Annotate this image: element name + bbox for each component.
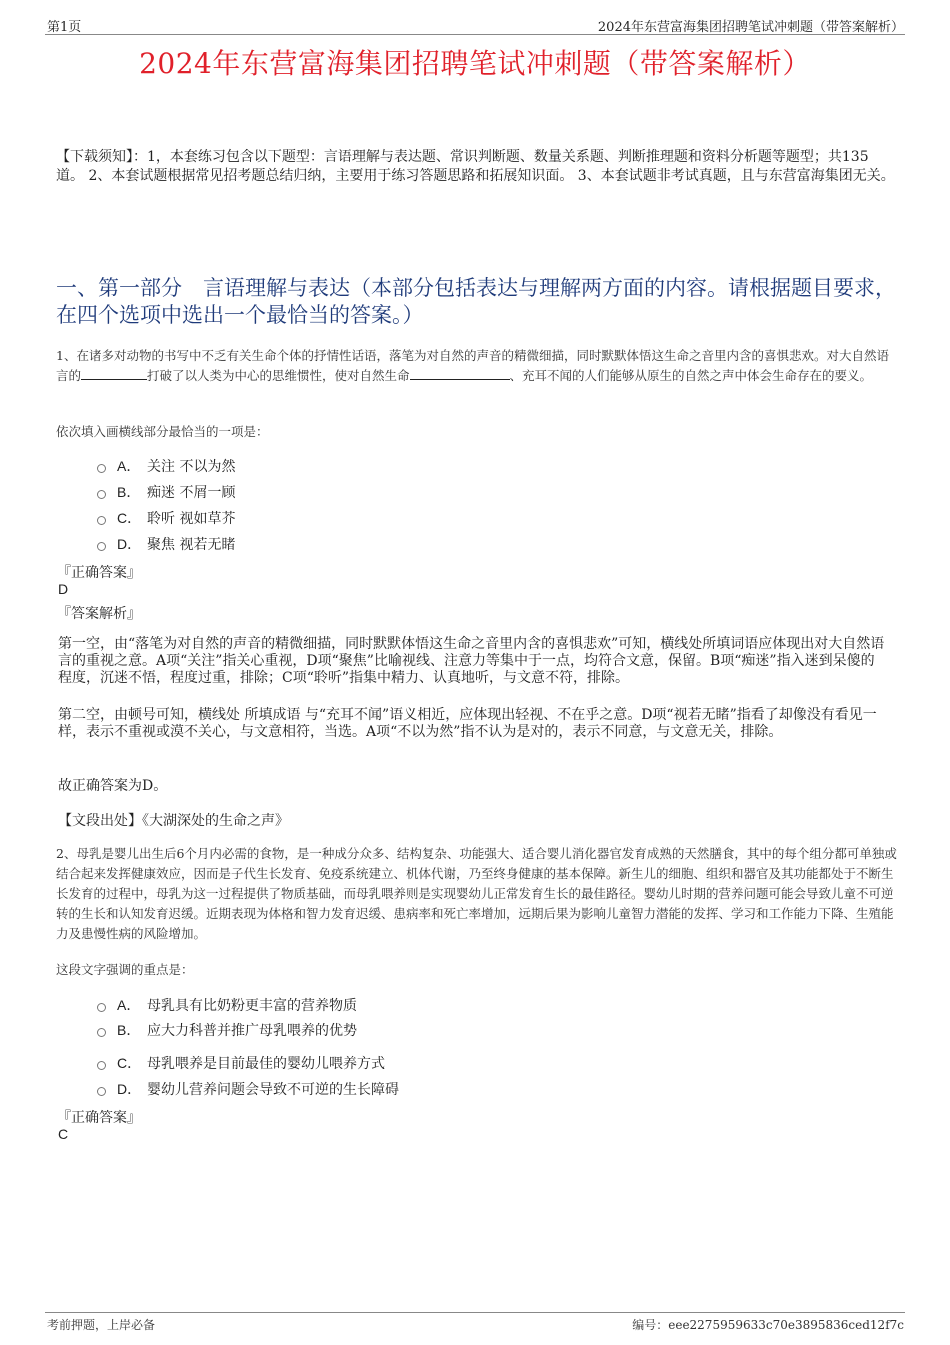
section-heading: 一、第一部分 言语理解与表达（本部分包括表达与理解两方面的内容。请根据题目要求，在四个选项中选出一个最恰当的答案。） [56,276,896,327]
question-1-text-part-b: 打破了以人类为中心的思维惯性，使对自然生命 [147,368,410,383]
radio-icon[interactable] [97,490,106,499]
blank-2 [410,367,510,380]
option-text: 应大力科普并推广母乳喂养的优势 [147,1023,357,1039]
question-1-text-part-c: 、充耳不闻的人们能够从原生的自然之声中体会生命存在的要义。 [509,368,873,383]
option-letter: B． [117,1022,141,1038]
radio-icon[interactable] [97,1061,106,1070]
question-1-option-d[interactable] [97,534,235,554]
option-text: 痴迷 不屑一顾 [147,485,236,501]
option-text: 婴幼儿营养问题会导致不可逆的生长障碍 [147,1082,399,1098]
footer-divider [45,1312,905,1313]
question-2-prompt: 这段文字强调的重点是： [56,962,194,977]
option-letter: D． [117,536,142,552]
option-letter: A． [117,458,141,474]
option-text: 关注 不以为然 [147,459,236,475]
radio-icon[interactable] [97,1087,106,1096]
radio-icon[interactable] [97,516,106,525]
question-1-answer-label: 『正确答案』 [57,565,141,581]
option-text: 母乳具有比奶粉更丰富的营养物质 [147,998,357,1014]
question-2-option-c[interactable] [97,1053,385,1073]
question-1-option-b[interactable] [97,482,235,502]
page-number: 第1页 [47,20,82,35]
question-1-option-c[interactable] [97,508,235,528]
question-2-option-b[interactable] [97,1020,357,1040]
question-2-answer-label: 『正确答案』 [57,1110,141,1126]
radio-icon[interactable] [97,1003,106,1012]
option-text: 聚焦 视若无睹 [147,537,236,553]
question-2-answer: C [58,1126,69,1142]
question-2-text: 2、母乳是婴儿出生后6个月内必需的食物，是一种成分众多、结构复杂、功能强大、适合婴儿消化器官发育成熟的天然膳食，其中的每个组分都可单独或结合起来发挥健康效应，因而是子代生长发育、免疫系统建立、机体代谢，乃至终身健康的基本保障。新生儿的细胞、组织和器官及其功能都处于不断生长发育的过程中，母乳为这一过程提供了物质基础，而母乳喂养则是实现婴幼儿正常发育生长的最佳路径。婴幼儿时期的营养问题可能会导致儿童不可逆转的生长和认知发育迟缓。近期表现为体格和智力发育迟缓、患病率和死亡率增加，远期后果为影响儿童智力潜能的发挥、学习和工作能力下降、生殖能力及患慢性病的风险增加。 [56,846,897,941]
radio-icon[interactable] [97,464,106,473]
question-1-answer: D [58,581,69,597]
header-divider [45,34,905,35]
radio-icon[interactable] [97,542,106,551]
download-notice: 【下载须知】：1，本套练习包含以下题型：言语理解与表达题、常识判断题、数量关系题、判断推理题和资料分析题等题型；共135道。 2、本套试题根据常见招考题总结归纳，主要用于练习答题思路和拓展知识面。 3、本套试题非考试真题，且与东营富海集团无关。 [56,149,895,184]
option-text: 母乳喂养是目前最佳的婴幼儿喂养方式 [147,1056,385,1072]
option-letter: C． [117,1055,142,1071]
question-2-option-d[interactable] [97,1079,399,1099]
option-letter: C． [117,510,142,526]
question-2-option-a[interactable] [97,995,357,1015]
option-letter: D． [117,1081,142,1097]
blank-1 [81,367,147,380]
question-1-source: 【文段出处】《大湖深处的生命之声》 [58,813,289,829]
option-text: 聆听 视如草芥 [147,511,236,527]
question-1-option-a[interactable] [97,456,235,476]
header-doc-title: 2024年东营富海集团招聘笔试冲刺题（带答案解析） [597,20,904,35]
question-1-analysis-paragraph-2: 第二空，由顿号可知，横线处 所填成语 与“充耳不闻”语义相近，应体现出轻视、不在乎之意。D项“视若无睹”指看了却像没有看见一样，表示不重视或漠不关心，与文意相符，当选。A项“不以为然”指不认为是对的，表示不同意，与文意无关，排除。 [58,707,877,740]
option-letter: B． [117,484,141,500]
question-1-analysis-label: 『答案解析』 [57,606,141,622]
question-1-text-part-a: 1、在诸多对动物的书写中不乏有关生命个体的抒情性话语，落笔为对自然的声音的精微细描，同时默默体悟这生命之音里内含的喜惧悲欢。对大自然语言的 [56,348,889,383]
footer-document-id: 编号：eee2275959633c70e3895836ced12f7c [632,1318,904,1332]
page-title: 2024年东营富海集团招聘笔试冲刺题（带答案解析） [139,47,811,80]
question-1-text [56,346,898,386]
option-letter: A． [117,997,141,1013]
footer-slogan: 考前押题，上岸必备 [47,1318,156,1332]
radio-icon[interactable] [97,1028,106,1037]
question-1-analysis-paragraph-1: 第一空，由“落笔为对自然的声音的精微细描，同时默默体悟这生命之音里内含的喜惧悲欢”可知，横线处所填词语应体现出对大自然语言的重视之意。A项“关注”指关心重视，D项“聚焦”比喻视线、注意力等集中于一点，均符合文意，保留。B项“痴迷”指入迷到呆傻的程度，沉迷不悟，程度过重，排除；C项“聆听”指集中精力、认真地听，与文意不符，排除。 [58,636,885,686]
question-1-conclusion: 故正确答案为D。 [58,778,168,794]
question-1-prompt: 依次填入画横线部分最恰当的一项是： [56,424,269,439]
